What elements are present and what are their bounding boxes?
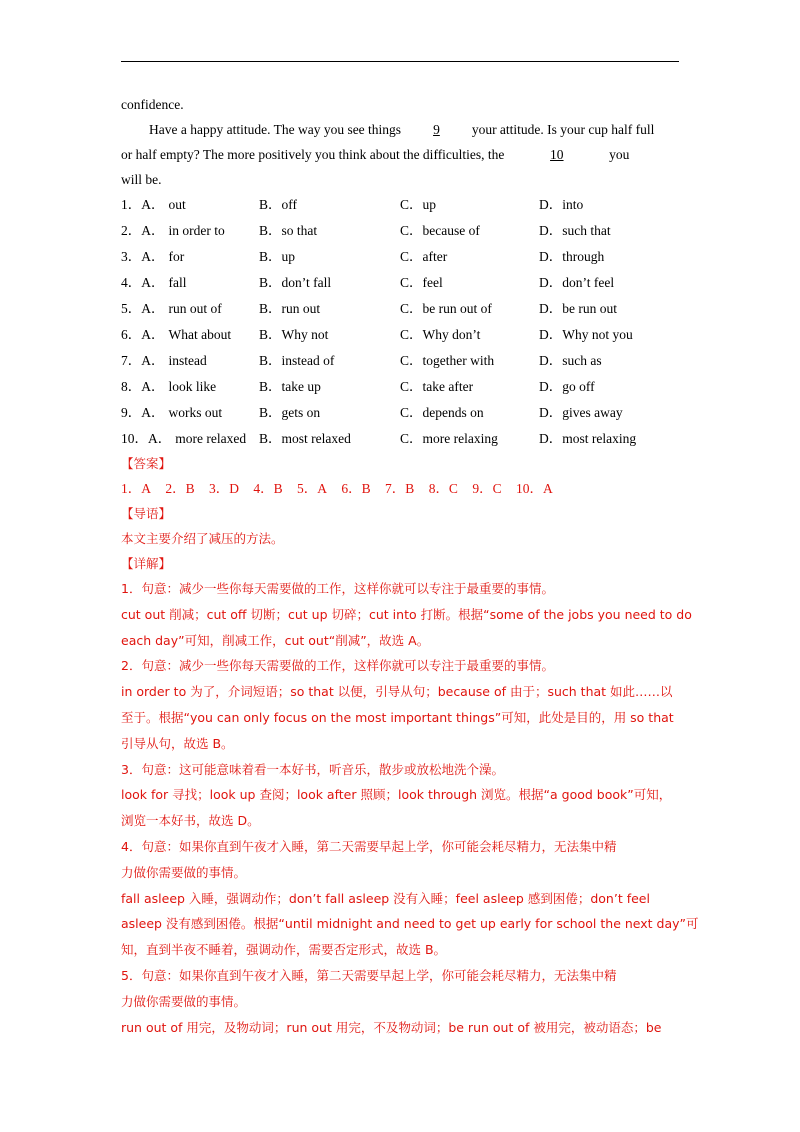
option-b: B．don’t fall	[259, 275, 332, 290]
option-d: D．through	[539, 249, 605, 264]
question-number: 7．A．	[121, 353, 165, 368]
option-row	[121, 326, 681, 344]
passage-line-2	[149, 121, 654, 139]
option-a-text: works out	[168, 405, 223, 420]
option-c: C．feel	[400, 275, 443, 290]
detail-header: 【详解】	[121, 556, 172, 571]
option-b: B．take up	[259, 379, 321, 394]
guide-header: 【导语】	[121, 506, 172, 521]
answer-item: 1．A	[121, 481, 151, 496]
option-c: C．depends on	[400, 405, 484, 420]
option-b: B．so that	[259, 223, 318, 238]
option-row	[121, 378, 681, 396]
option-b: B．most relaxed	[259, 431, 351, 446]
option-b: B．up	[259, 249, 296, 264]
blank-9: 9	[433, 122, 440, 137]
option-b: B．Why not	[259, 327, 329, 342]
option-c: C．take after	[400, 379, 474, 394]
option-row	[121, 196, 681, 214]
passage-line-4: will be.	[121, 172, 162, 187]
answer-item: 10．A	[515, 481, 553, 496]
answer-item: 2．B	[165, 481, 195, 496]
question-number: 4．A．	[121, 275, 165, 290]
detail-line: run out of 用完，及物动词；run out 用完，不及物动词；be run out of 被用完，被动语态；be	[121, 1019, 662, 1035]
option-row	[121, 222, 681, 240]
option-a	[121, 248, 184, 266]
option-a	[121, 300, 222, 318]
question-number: 9．A．	[121, 405, 165, 420]
option-b: B．instead of	[259, 353, 335, 368]
option-a-text: more relaxed	[175, 431, 247, 446]
option-a-text: in order to	[168, 223, 225, 238]
question-number: 6．A．	[121, 327, 165, 342]
option-d: D．into	[539, 197, 584, 212]
option-a-text: look like	[168, 379, 217, 394]
option-c: C．up	[400, 197, 437, 212]
option-d: D．most relaxing	[539, 431, 637, 446]
option-a-text: for	[168, 249, 185, 264]
option-a-text: What about	[168, 327, 232, 342]
answer-item: 6．B	[341, 481, 371, 496]
detail-line: 3．句意：这可能意味着看一本好书，听音乐，散步或放松地洗个澡。	[121, 761, 504, 777]
option-row	[121, 300, 681, 318]
passage-text: or half empty? The more positively you think about the difficulties, the	[121, 147, 505, 162]
option-b: B．gets on	[259, 405, 321, 420]
answer-header: 【答案】	[121, 456, 172, 471]
question-number: 2．A．	[121, 223, 165, 238]
detail-line: 浏览一本好书，故选 D。	[121, 813, 260, 829]
detail-line: 引导从句，故选 B。	[121, 735, 234, 751]
question-number: 3．A．	[121, 249, 165, 264]
option-b: B．run out	[259, 301, 321, 316]
answer-item: 9．C	[472, 481, 502, 496]
option-c: C．together with	[400, 353, 495, 368]
option-d: D．such that	[539, 223, 611, 238]
detail-line: 1．句意：减少一些你每天需要做的工作，这样你就可以专注于最重要的事情。	[121, 581, 554, 596]
answer-item: 8．C	[428, 481, 458, 496]
detail-line: 2．句意：减少一些你每天需要做的工作，这样你就可以专注于最重要的事情。	[121, 658, 554, 674]
option-row	[121, 352, 681, 370]
option-a	[121, 378, 216, 396]
passage-text: your attitude. Is your cup half full	[471, 122, 655, 137]
detail-line: 力做你需要做的事情。	[121, 993, 247, 1009]
option-row	[121, 430, 681, 448]
detail-line: 5．句意：如果你直到午夜才入睡，第二天需要早起上学，你可能会耗尽精力，无法集中精	[121, 968, 617, 983]
question-number: 8．A．	[121, 379, 165, 394]
answer-item: 4．B	[253, 481, 283, 496]
passage-line-3	[121, 146, 629, 164]
option-c: C．be run out of	[400, 301, 492, 316]
detail-line: look for 寻找；look up 查阅；look after 照顾；look through 浏览。根据“a good book”可知，	[121, 787, 672, 803]
answer-item: 5．A	[297, 481, 328, 496]
detail-line: in order to 为了，介词短语；so that 以便，引导从句；because of 由于；such that 如此……以	[121, 684, 673, 700]
detail-line: cut out 削减；cut off 切断；cut up 切碎；cut into 打断。根据“some of the jobs you need to do	[121, 606, 692, 622]
detail-line: 至于。根据“you can only focus on the most important things”可知，此处是目的，用 so that	[121, 710, 674, 725]
option-a	[121, 352, 207, 370]
option-a-text: instead	[168, 353, 207, 368]
passage-line-1: confidence.	[121, 97, 184, 112]
question-number: 10．A．	[121, 431, 172, 446]
option-row	[121, 274, 681, 292]
option-d: D．Why not you	[539, 327, 633, 342]
option-d: D．gives away	[539, 405, 623, 420]
option-a	[121, 326, 231, 344]
guide-text: 本文主要介绍了减压的方法。	[121, 531, 284, 546]
option-d: D．don’t feel	[539, 275, 615, 290]
detail-line: asleep 没有感到困倦。根据“until midnight and need to get up early for school the next day”可	[121, 916, 699, 932]
detail-line: 力做你需要做的事情。	[121, 864, 247, 880]
detail-line: each day”可知，削减工作，cut out“削减”，故选 A。	[121, 632, 430, 648]
option-a	[121, 430, 246, 448]
question-number: 1．A．	[121, 197, 165, 212]
option-c: C．more relaxing	[400, 431, 498, 446]
option-a-text: run out of	[168, 301, 222, 316]
option-a	[121, 196, 186, 214]
option-a	[121, 274, 187, 292]
option-c: C．Why don’t	[400, 327, 481, 342]
detail-line: 知，直到半夜不睡着，强调动作，需要否定形式，故选 B。	[121, 942, 447, 958]
option-row	[121, 404, 681, 422]
option-c: C．because of	[400, 223, 480, 238]
detail-line: 4．句意：如果你直到午夜才入睡，第二天需要早起上学，你可能会耗尽精力，无法集中精	[121, 839, 617, 854]
blank-10: 10	[550, 147, 564, 162]
passage-text: Have a happy attitude. The way you see things	[149, 122, 402, 137]
option-d: D．be run out	[539, 301, 617, 316]
option-a	[121, 404, 222, 422]
answer-item: 3．D	[209, 481, 240, 496]
option-a-text: fall	[168, 275, 187, 290]
option-d: D．such as	[539, 353, 602, 368]
option-d: D．go off	[539, 379, 595, 394]
option-c: C．after	[400, 249, 448, 264]
option-a-text: out	[168, 197, 186, 212]
detail-line: fall asleep 入睡，强调动作；don’t fall asleep 没有入睡；feel asleep 感到困倦；don’t feel	[121, 890, 650, 906]
option-b: B．off	[259, 197, 298, 212]
answer-item: 7．B	[385, 481, 415, 496]
passage-text: you	[609, 147, 630, 162]
header-rule	[121, 61, 679, 62]
option-a	[121, 222, 225, 240]
question-number: 5．A．	[121, 301, 165, 316]
option-row	[121, 248, 681, 266]
answer-list	[121, 480, 564, 498]
